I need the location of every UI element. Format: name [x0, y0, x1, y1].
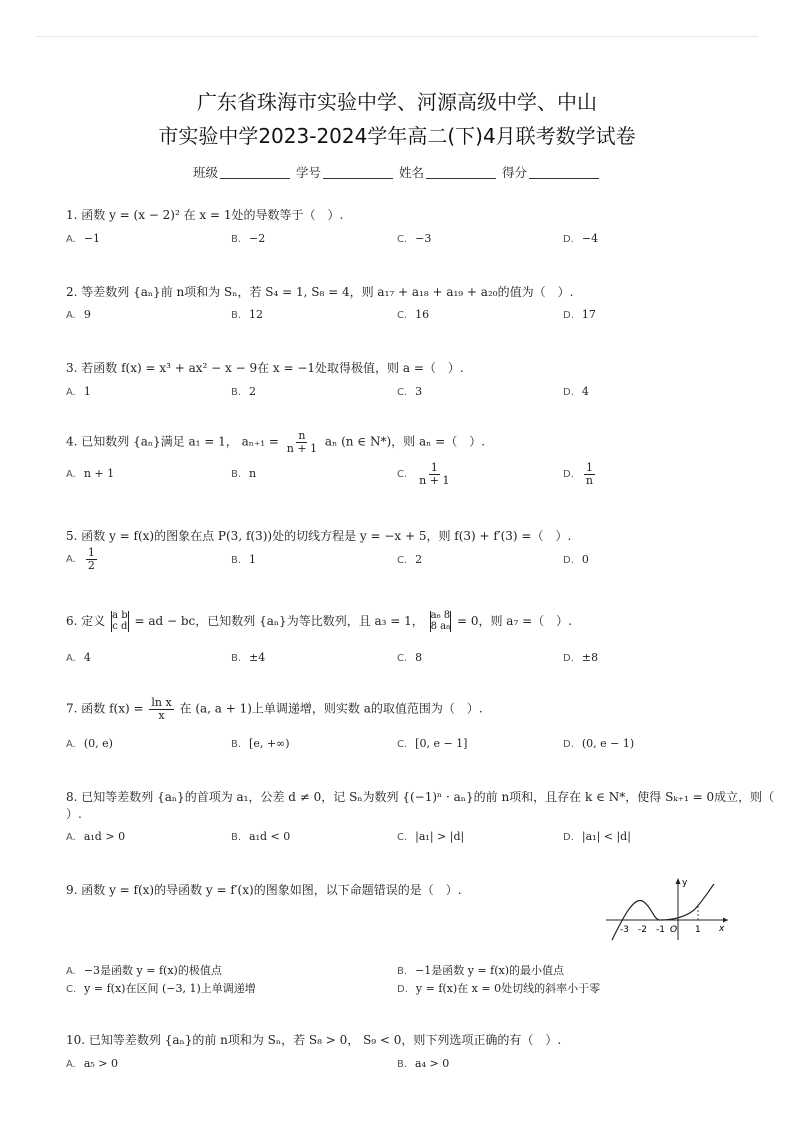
- question-5-stem: 5. 函数 y = f(x)的图象在点 P(3, f(3))处的切线方程是 y = −x + 5，则 f(3) + f′(3) =（ ）.: [66, 529, 572, 543]
- question-7-stem: 7. 函数 f(x) = $\frac{\text{ln x}}{x}$ 在 (a, a + 1)上单调递增，则实数 a的取值范围为（ ）.: [66, 696, 483, 722]
- q10-option-a: A. a₅ > 0: [66, 1057, 119, 1070]
- q2-option-c: C. 16: [397, 308, 430, 321]
- question-10-stem: 10. 已知等差数列 {aₙ}的前 n项和为 Sₙ，若 S₈ > 0， S₉ < 0，则下列选项正确的有（ ）.: [66, 1033, 562, 1047]
- q8-option-c: C. |a₁| > |d|: [397, 830, 465, 843]
- q7-option-d: D. (0, e − 1): [563, 737, 635, 750]
- q9-option-a: A. −3是函数 y = f(x)的极值点: [66, 964, 222, 977]
- student-info-row: [0, 163, 794, 181]
- graph-origin-label: O: [670, 925, 678, 935]
- q3-option-c: C. 3: [397, 385, 423, 398]
- question-3-stem: 3. 若函数 f(x) = x³ + ax² − x − 9在 x = −1处取得极值，则 a =（ ）.: [66, 361, 464, 375]
- q4-option-b: B. n: [231, 467, 257, 480]
- q5-option-d: D. 0: [563, 553, 589, 566]
- q6-option-d: D. ±8: [563, 651, 599, 664]
- q5-option-b: B. 1: [231, 553, 257, 566]
- q1-option-b: B. −2: [231, 232, 266, 245]
- q2-option-b: B. 12: [231, 308, 264, 321]
- determinant-1: a b c d: [112, 610, 128, 632]
- determinant-2: a₆ 8 8 a₈: [430, 610, 451, 632]
- q1-option-a: A. −1: [66, 232, 101, 245]
- question-4-stem: 4. 已知数列 {aₙ}满足 a₁ = 1， aₙ₊₁ = $\frac{n}{n + 1}$ aₙ (n ∈ N*)，则 aₙ =（ ）.: [66, 429, 486, 455]
- top-divider: [36, 36, 758, 37]
- graph-tick-neg1: -1: [656, 925, 665, 935]
- name-label: 姓名: [398, 165, 424, 180]
- graph-tick-neg2: -2: [638, 925, 647, 935]
- derivative-graph: [604, 874, 730, 942]
- score-blank[interactable]: [529, 178, 599, 179]
- graph-x-label: x: [719, 924, 725, 934]
- q6-option-b: B. ±4: [231, 651, 266, 664]
- q6-option-c: C. 8: [397, 651, 423, 664]
- q7-option-c: C. [0, e − 1]: [397, 737, 468, 750]
- q1-option-d: D. −4: [563, 232, 599, 245]
- student-id-blank[interactable]: [323, 178, 393, 179]
- question-1-stem: 1. 函数 y = (x − 2)² 在 x = 1处的导数等于（ ）.: [66, 208, 344, 222]
- question-6-stem: 6. 定义 a b c d = ad − bc，已知数列 {aₙ}为等比数列，且 a₃ = 1， a₆ 8 8 a₈ = 0，则 a₇ =（ ）.: [66, 610, 572, 632]
- q9-option-d: D. y = f(x)在 x = 0处切线的斜率小于零: [397, 982, 601, 995]
- student-id-label: 学号: [295, 165, 321, 180]
- q4-option-a: A. n + 1: [66, 467, 115, 480]
- q4-option-c: C. $\frac{1}{n + 1}$: [397, 461, 450, 487]
- q10-option-b: B. a₄ > 0: [397, 1057, 450, 1070]
- page-title-line-2: 市实验中学2023-2024学年高二(下)4月联考数学试卷: [158, 124, 636, 148]
- q8-option-d: D. |a₁| < |d|: [563, 830, 631, 843]
- q5-option-c: C. 2: [397, 553, 423, 566]
- class-blank[interactable]: [220, 178, 290, 179]
- page-title-line-1: 广东省珠海市实验中学、河源高级中学、中山: [197, 90, 597, 114]
- q3-option-a: A. 1: [66, 385, 91, 398]
- question-8-stem: 8. 已知等差数列 {aₙ}的首项为 a₁，公差 d ≠ 0，记 Sₙ为数列 {(−1)ⁿ · aₙ}的前 n项和，且存在 k ∈ N*，使得 Sₖ₊₁ = 0成立，则（: [66, 790, 775, 804]
- q9-option-b: B. −1是函数 y = f(x)的最小值点: [397, 964, 565, 977]
- q3-option-b: B. 2: [231, 385, 257, 398]
- q8-option-b: B. a₁d < 0: [231, 830, 291, 843]
- class-label: 班级: [192, 165, 218, 180]
- q2-option-d: D. 17: [563, 308, 596, 321]
- question-8-stem-cont: ）.: [66, 807, 82, 821]
- q9-option-c: C. y = f(x)在区间 (−3, 1)上单调递增: [66, 982, 256, 995]
- score-label: 得分: [501, 165, 527, 180]
- graph-tick-neg3: -3: [620, 925, 629, 935]
- graph-tick-1: 1: [695, 925, 701, 935]
- question-9-stem: 9. 函数 y = f(x)的导函数 y = f′(x)的图象如图，以下命题错误的是（ ）.: [66, 883, 462, 897]
- q7-option-b: B. [e, +∞): [231, 737, 290, 750]
- graph-y-label: y: [682, 878, 688, 888]
- q6-option-a: A. 4: [66, 651, 91, 664]
- q1-option-c: C. −3: [397, 232, 432, 245]
- question-2-stem: 2. 等差数列 {aₙ}前 n项和为 Sₙ，若 S₄ = 1, S₈ = 4，则 a₁₇ + a₁₈ + a₁₉ + a₂₀的值为（ ）.: [66, 285, 574, 299]
- q7-option-a: A. (0, e): [66, 737, 113, 750]
- name-blank[interactable]: [426, 178, 496, 179]
- q2-option-a: A. 9: [66, 308, 91, 321]
- q3-option-d: D. 4: [563, 385, 589, 398]
- q8-option-a: A. a₁d > 0: [66, 830, 126, 843]
- q4-option-d: D. $\frac{1}{n}$: [563, 461, 593, 487]
- q5-option-a: A. $\frac{1}{2}$: [66, 546, 95, 572]
